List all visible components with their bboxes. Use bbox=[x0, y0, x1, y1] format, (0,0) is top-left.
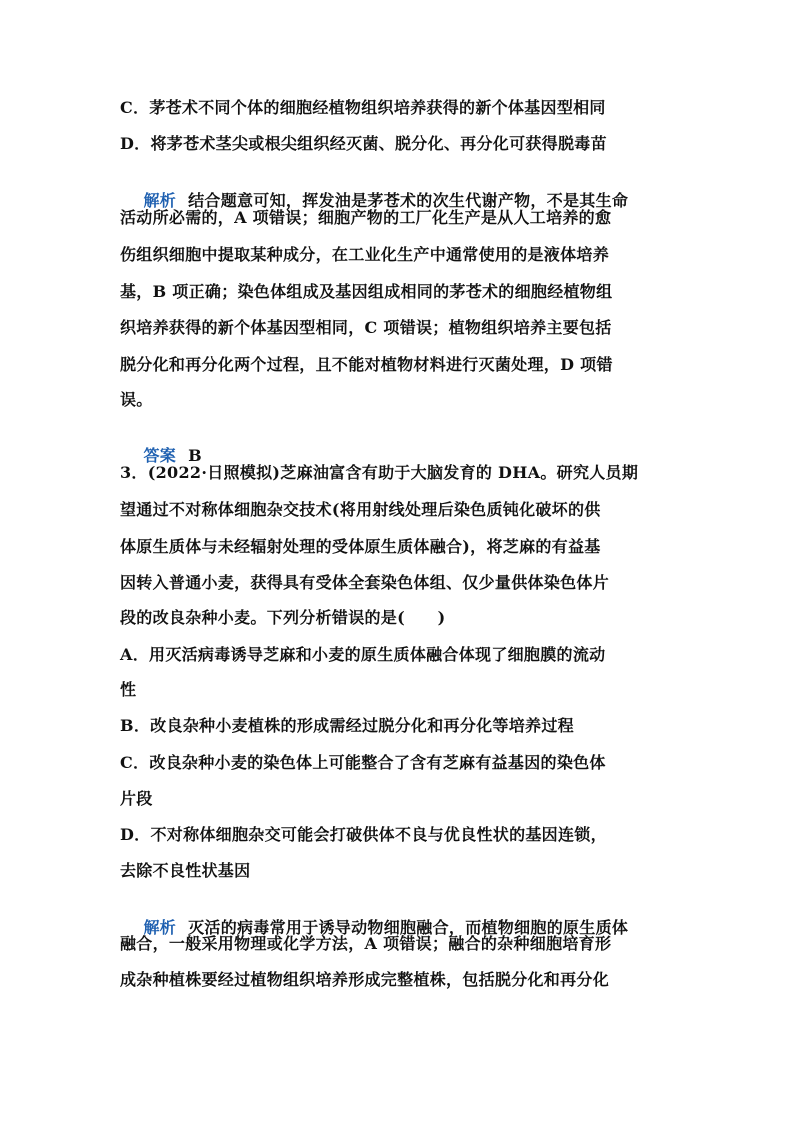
q2-option-d: D．将茅苍术茎尖或根尖组织经灭菌、脱分化、再分化可获得脱毒苗 bbox=[120, 134, 607, 153]
q2-analysis-line-2: 活动所必需的，A 项错误；细胞产物的工厂化生产是从人工培养的愈 bbox=[120, 208, 612, 227]
q2-answer-line bbox=[120, 426, 202, 465]
q3-option-d-line-2: 去除不良性状基因 bbox=[120, 861, 251, 880]
q3-stem-line-1: 3．(2022·日照模拟)芝麻油富含有助于大脑发育的 DHA。研究人员期 bbox=[120, 463, 639, 482]
q3-stem-line-5: 段的改良杂种小麦。下列分析错误的是( ) bbox=[120, 608, 446, 627]
q3-stem-line-2: 望通过不对称体细胞杂交技术(将用射线处理后染色质钝化破坏的供 bbox=[120, 500, 601, 519]
q3-analysis-line-1 bbox=[120, 898, 629, 937]
q2-analysis-line-3: 伤组织细胞中提取某种成分，在工业化生产中通常使用的是液体培养 bbox=[120, 245, 610, 264]
q3-stem-line-4: 因转入普通小麦，获得具有受体全套染色体组、仅少量供体染色体片 bbox=[120, 573, 610, 592]
analysis-tag: 解析 bbox=[143, 191, 177, 210]
q3-option-c-line-2: 片段 bbox=[120, 789, 153, 808]
q3-option-d-line-1: D．不对称体细胞杂交可能会打破供体不良与优良性状的基因连锁， bbox=[120, 825, 607, 844]
q3-stem-line-3: 体原生质体与未经辐射处理的受体原生质体融合)，将芝麻的有益基 bbox=[120, 537, 601, 556]
q2-analysis-line-7: 误。 bbox=[120, 390, 153, 409]
q3-option-b: B．改良杂种小麦植株的形成需经过脱分化和再分化等培养过程 bbox=[120, 716, 574, 735]
q2-analysis-line-1 bbox=[120, 171, 629, 210]
analysis-text: 结合题意可知，挥发油是茅苍术的次生代谢产物，不是其生命 bbox=[188, 191, 629, 210]
q2-analysis-line-4: 基，B 项正确；染色体组成及基因组成相同的茅苍术的细胞经植物组 bbox=[120, 282, 613, 301]
q3-option-a-line-2: 性 bbox=[120, 680, 137, 699]
answer-tag: 答案 bbox=[143, 446, 177, 465]
q3-analysis-line-2: 融合，一般采用物理或化学方法，A 项错误；融合的杂种细胞培育形 bbox=[120, 934, 612, 953]
q2-analysis-line-5: 织培养获得的新个体基因型相同，C 项错误；植物组织培养主要包括 bbox=[120, 318, 612, 337]
q2-analysis-line-6: 脱分化和再分化两个过程，且不能对植物材料进行灭菌处理，D 项错 bbox=[120, 355, 613, 374]
q3-option-a-line-1: A．用灭活病毒诱导芝麻和小麦的原生质体融合体现了细胞膜的流动 bbox=[120, 645, 606, 664]
analysis-text: 灭活的病毒常用于诱导动物细胞融合，而植物细胞的原生质体 bbox=[188, 918, 629, 937]
q3-analysis-line-3: 成杂种植株要经过植物组织培养形成完整植株，包括脱分化和再分化 bbox=[120, 970, 610, 989]
q3-option-c-line-1: C．改良杂种小麦的染色体上可能整合了含有芝麻有益基因的染色体 bbox=[120, 753, 606, 772]
analysis-tag: 解析 bbox=[143, 918, 177, 937]
answer-value: B bbox=[188, 446, 202, 465]
q2-option-c: C．茅苍术不同个体的细胞经植物组织培养获得的新个体基因型相同 bbox=[120, 98, 606, 117]
